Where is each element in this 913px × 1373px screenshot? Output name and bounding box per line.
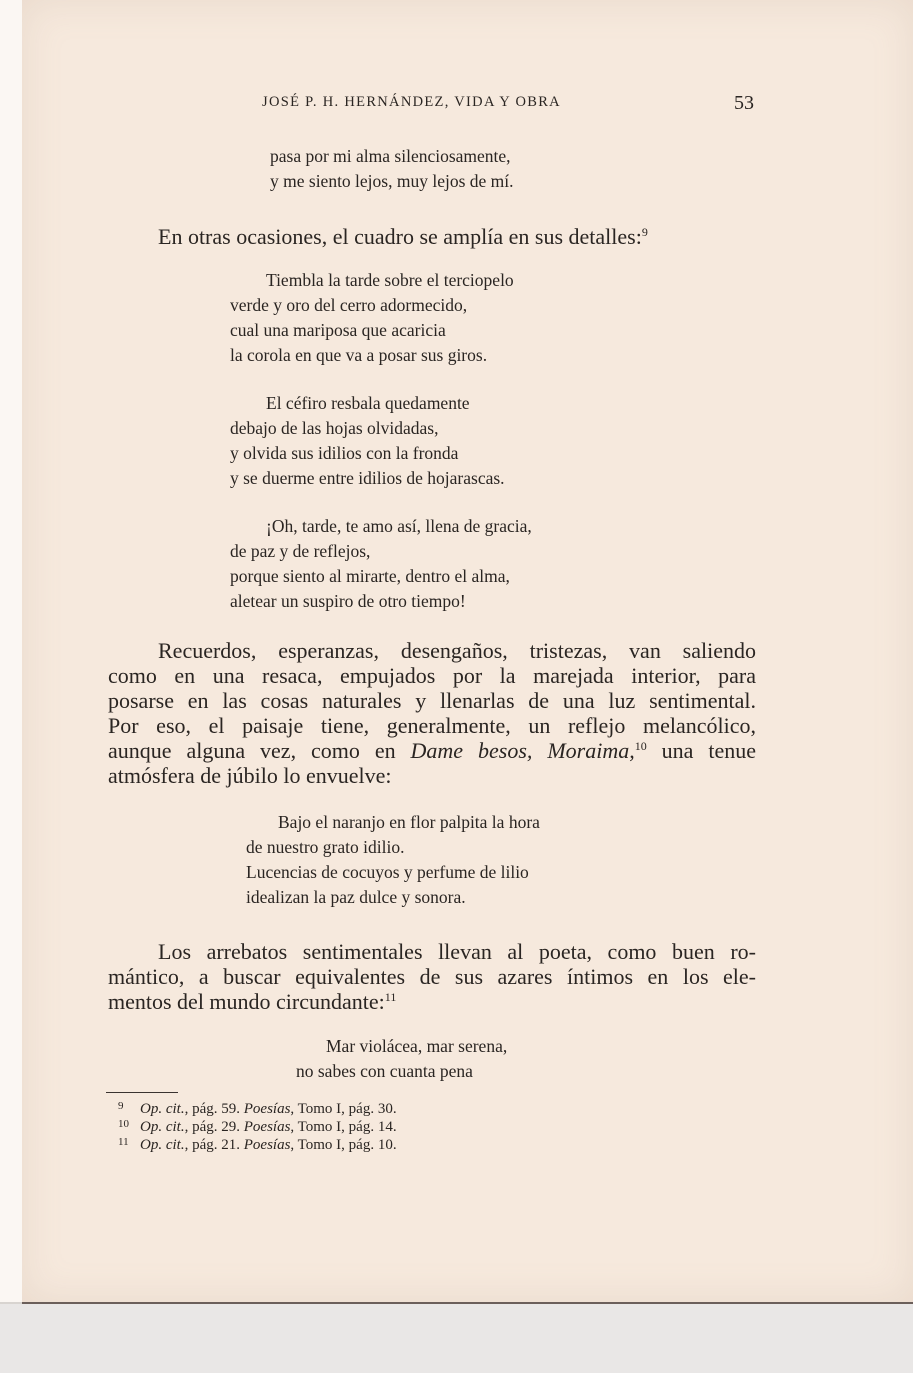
footnote-work: Poesías (243, 1101, 291, 1117)
verse-line: verde y oro del cerro adormecido, (230, 295, 468, 315)
verse-line: Mar violácea, mar serena, (326, 1036, 508, 1056)
footnote-rule (106, 1092, 178, 1093)
running-head (22, 92, 913, 116)
verse-line: ¡Oh, tarde, te amo así, llena de gracia, (266, 516, 532, 536)
footnote-ref: 9 (641, 225, 648, 239)
verse-line: y se duerme entre idilios de hojarascas. (230, 468, 505, 488)
footnote-work: Poesías (243, 1119, 291, 1135)
footnote (118, 1136, 397, 1154)
verse-line: la corola en que va a posar sus giros. (230, 345, 488, 365)
footnote-abbrev: Op. cit. (140, 1119, 185, 1135)
paragraph-3 (108, 939, 756, 1014)
scan-margin (0, 1304, 913, 1373)
page-number: 53 (734, 92, 754, 114)
paragraph-line: Recuerdos, esperanzas, desengaños, tristezas, van saliendo (158, 638, 756, 663)
verse-line: y olvida sus idilios con la fronda (230, 443, 459, 463)
footnote-text: , pág. 29. (184, 1119, 244, 1135)
poem-3 (296, 1034, 507, 1084)
paragraph-text: una tenue (646, 738, 756, 763)
paragraph-text: aunque alguna vez, como en (108, 738, 411, 763)
verse-line: pasa por mi alma silenciosamente, (270, 146, 511, 166)
verse-line: Lucencias de cocuyos y perfume de lilio (246, 862, 529, 882)
verse-line: El céfiro resbala quedamente (266, 393, 470, 413)
footnote-work: Poesías (243, 1137, 291, 1153)
verse-line: cual una mariposa que acaricia (230, 320, 446, 340)
poem-1-stanza-1 (230, 268, 514, 368)
poem-title: Dame besos, Moraima, (410, 738, 635, 763)
verse-line: de paz y de reflejos, (230, 541, 371, 561)
footnote-text: , pág. 21. (184, 1137, 244, 1153)
footnote-text: , Tomo I, pág. 30. (290, 1101, 397, 1117)
footnote-text: , Tomo I, pág. 10. (290, 1137, 397, 1153)
footnotes (118, 1100, 397, 1154)
verse-line: Bajo el naranjo en flor palpita la hora (278, 812, 540, 832)
poem-1-stanza-3 (230, 514, 532, 614)
footnote (118, 1100, 397, 1118)
poem-1-stanza-2 (230, 391, 505, 491)
paragraph-text: mentos del mundo circundante: (108, 989, 385, 1014)
footnote (118, 1118, 397, 1136)
paragraph-line: Los arrebatos sentimentales llevan al poeta, como buen ro- (158, 939, 756, 964)
verse-line: porque siento al mirarte, dentro el alma, (230, 566, 510, 586)
verse-line: idealizan la paz dulce y sonora. (246, 887, 466, 907)
footnote-ref: 11 (384, 990, 397, 1004)
verse-line: no sabes con cuanta pena (296, 1061, 473, 1081)
book-page (22, 0, 913, 1304)
paragraph-line: posarse en las cosas naturales y llenarlas de una luz sentimental. (108, 688, 756, 713)
paragraph-line: como en una resaca, empujados por la marejada interior, para (108, 663, 756, 688)
verse-top (270, 144, 514, 194)
paragraph-2 (108, 638, 756, 788)
paragraph-line: mántico, a buscar equivalentes de sus azares íntimos en los ele- (108, 964, 756, 989)
paragraph-1 (108, 224, 756, 249)
poem-2 (246, 810, 540, 910)
page-edge (0, 0, 22, 1302)
footnote-ref: 10 (634, 739, 647, 753)
paragraph-line: atmósfera de júbilo lo envuelve: (108, 763, 392, 788)
verse-line: y me siento lejos, muy lejos de mí. (270, 171, 514, 191)
paragraph-text: En otras ocasiones, el cuadro se amplía en sus detalles: (158, 224, 642, 249)
footnote-abbrev: Op. cit. (140, 1101, 185, 1117)
footnote-number: 10 (118, 1118, 129, 1130)
footnote-number: 11 (118, 1136, 129, 1148)
running-title: JOSÉ P. H. HERNÁNDEZ, VIDA Y OBRA (262, 94, 561, 110)
verse-line: Tiembla la tarde sobre el terciopelo (266, 270, 514, 290)
verse-line: aletear un suspiro de otro tiempo! (230, 591, 466, 611)
footnote-abbrev: Op. cit. (140, 1137, 185, 1153)
verse-line: debajo de las hojas olvidadas, (230, 418, 439, 438)
verse-line: de nuestro grato idilio. (246, 837, 405, 857)
paragraph-line: Por eso, el paisaje tiene, generalmente, un reflejo melancólico, (108, 713, 756, 738)
footnote-number: 9 (118, 1100, 124, 1112)
footnote-text: , pág. 59. (184, 1101, 244, 1117)
footnote-text: , Tomo I, pág. 14. (290, 1119, 397, 1135)
